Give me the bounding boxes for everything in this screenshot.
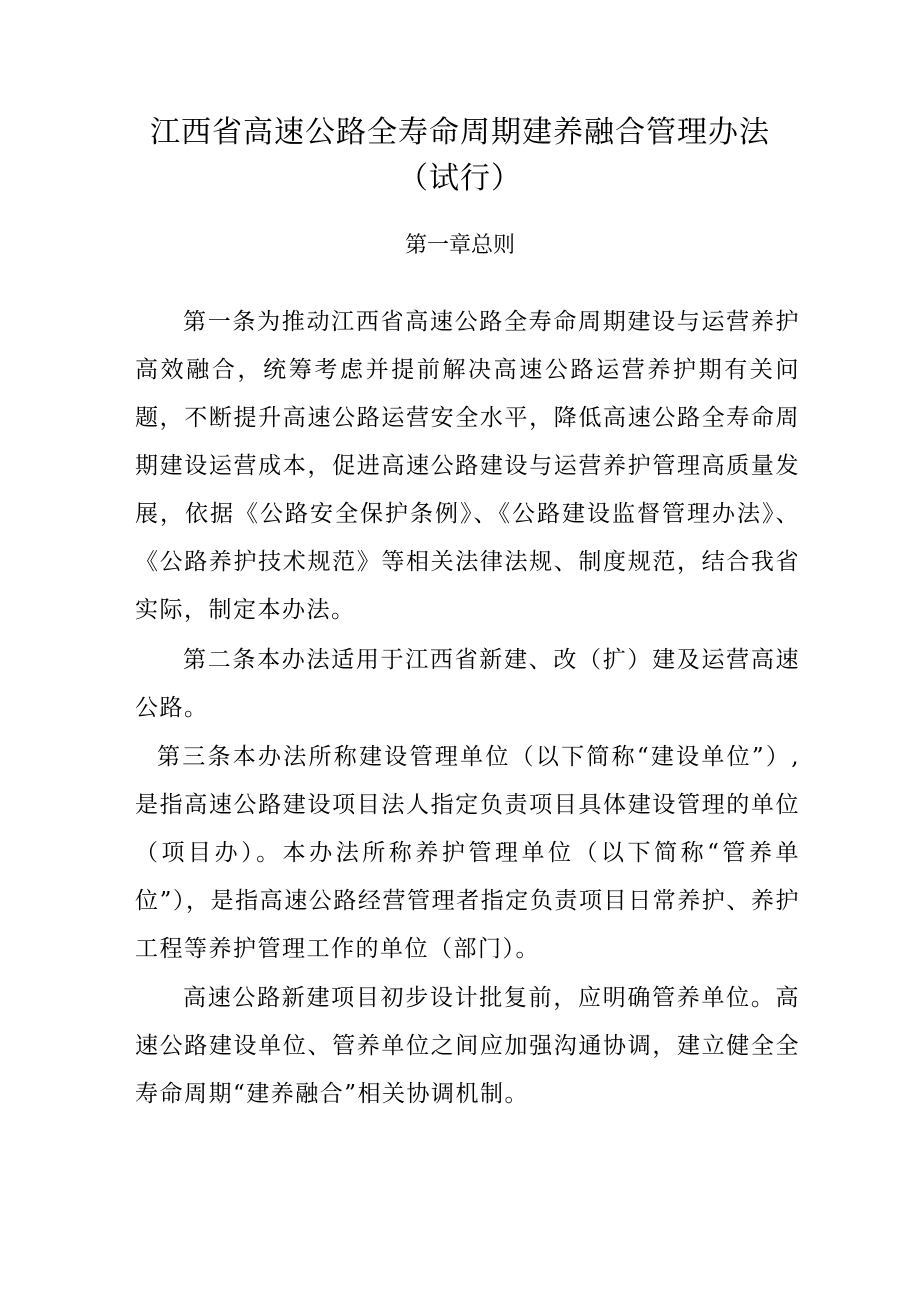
article-1-paragraph: 第一条为推动江西省高速公路全寿命周期建设与运营养护高效融合，统筹考虑并提前解决高速公路运营养护期有关问题，不断提升高速公路运营安全水平，降低高速公路全寿命周期建设运营成本，促进高速公路建设与运营养护管理高质量发展，依据《公路安全保护条例》、《公路建设监督管理办法》、《公路养护技术规范》等相关法律法规、制度规范，结合我省实际，制定本办法。 [135,309,800,623]
chapter-heading: 第一章总则 [404,233,515,258]
article-3-paragraph: 第三条本办法所称建设管理单位（以下简称“建设单位”）,是指高速公路建设项目法人指定负责项目具体建设管理的单位（项目办）。本办法所称养护管理单位（以下简称“管养单位”），是指高速公路经营管理者指定负责项目日常养护、养护工程等养护管理工作的单位（部门）。 [135,744,800,962]
article-2-paragraph: 第二条本办法适用于江西省新建、改（扩）建及运营高速公路。 [135,647,800,721]
article-3-continuation-paragraph: 高速公路新建项目初步设计批复前，应明确管养单位。高速公路建设单位、管养单位之间应加强沟通协调，建立健全全寿命周期“建养融合”相关协调机制。 [135,985,800,1107]
document-title: 江西省高速公路全寿命周期建养融合管理办法（试行） [150,115,770,196]
